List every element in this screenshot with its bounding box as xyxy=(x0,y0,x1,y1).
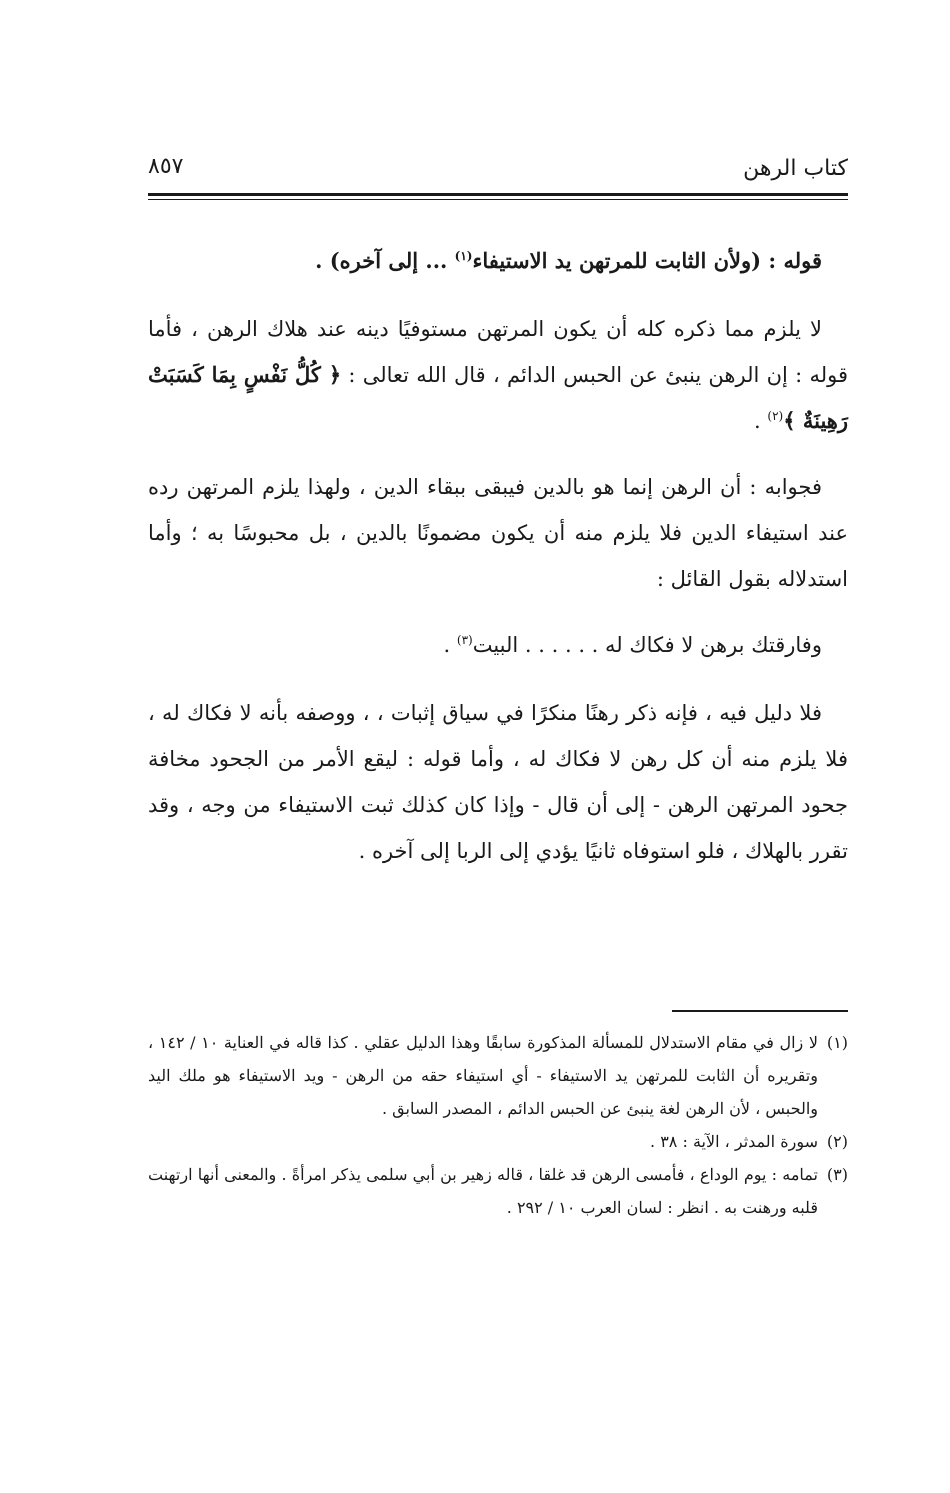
footnote-ref-2: (٢) xyxy=(767,409,784,423)
chapter-title: كتاب الرهن xyxy=(743,156,848,181)
footnote-number: (١) xyxy=(826,1033,848,1052)
footnote-text: سورة المدثر ، الآية : ٣٨ . xyxy=(650,1132,818,1151)
running-header xyxy=(148,150,848,184)
footnote-separator xyxy=(672,1010,848,1012)
header-rule-thick xyxy=(148,193,848,196)
poem-end: . xyxy=(443,633,457,657)
paragraph-1-text: لا يلزم مما ذكره كله أن يكون المرتهن مستوفيًا دينه عند هلاك الرهن ، فأما قوله : إن الرهن ينبئ عن الحبس الدائم ، قال الله تعالى : xyxy=(148,317,848,387)
poem-text: وفارقتك برهن لا فكاك له . . . . . . البيت xyxy=(472,633,822,657)
paragraph-1 xyxy=(148,306,848,444)
header-rule-thin xyxy=(148,199,848,200)
footnote-1 xyxy=(148,1026,848,1125)
section-heading xyxy=(148,238,848,284)
page-number: ٨٥٧ xyxy=(148,154,184,179)
footnote-number: (٣) xyxy=(826,1165,848,1184)
footnote-number: (٢) xyxy=(826,1132,848,1151)
paragraph-1-end: . xyxy=(754,409,768,433)
paragraph-2: فجوابه : أن الرهن إنما هو بالدين فيبقى ببقاء الدين ، ولهذا يلزم المرتهن رده عند استيفاء الدين فلا يلزم منه أن يكون مضمونًا بالدين ، بل محبوسًا به ؛ وأما استدلاله بقول القائل : xyxy=(148,475,848,591)
heading-text-end: ... إلى آخره) . xyxy=(315,248,455,273)
footnotes xyxy=(148,1026,848,1224)
footnote-text: لا زال في مقام الاستدلال للمسألة المذكورة سابقًا وهذا الدليل عقلي . كذا قاله في العناية ١٠ / ١٤٢ ، وتقريره أن الثابت للمرتهن يد الاستيفاء - أي استيفاء حقه من الرهن - ويد الاستيفاء هو ملك اليد والحبس ، لأن الرهن لغة ينبئ عن الحبس الدائم ، المصدر السابق . xyxy=(148,1033,819,1118)
main-text xyxy=(148,238,848,894)
footnote-ref-3: (٣) xyxy=(456,633,473,647)
quran-verse: ﴿ كُلُّ نَفْسٍ بِمَا كَسَبَتْ رَهِينَةٌ ﴾ xyxy=(148,362,848,433)
paragraph-3: فلا دليل فيه ، فإنه ذكر رهنًا منكرًا في سياق إثبات ، ، ووصفه بأنه لا فكاك له ، فلا يلزم منه أن كل رهن لا فكاك له ، وأما قوله : ليقع الأمر من الجحود مخافة جحود المرتهن الرهن - إلى أن قال - وإذا كان كذلك ثبت الاستيفاء من وجه ، وقد تقرر بالهلاك ، فلو استوفاه ثانيًا يؤدي إلى الربا إلى آخره . xyxy=(148,701,848,863)
footnote-3 xyxy=(148,1158,848,1224)
poem-line xyxy=(148,622,848,668)
heading-text: قوله : (ولأن الثابت للمرتهن يد الاستيفاء xyxy=(472,248,822,273)
footnote-text: تمامه : يوم الوداع ، فأمسى الرهن قد غلقا ، قاله زهير بن أبي سلمى يذكر امرأةً . والمعنى أنها ارتهنت قلبه ورهنت به . انظر : لسان العرب ١٠ / ٢٩٢ . xyxy=(148,1165,818,1217)
footnote-2 xyxy=(148,1125,848,1158)
footnote-ref-1: (١) xyxy=(454,249,473,263)
